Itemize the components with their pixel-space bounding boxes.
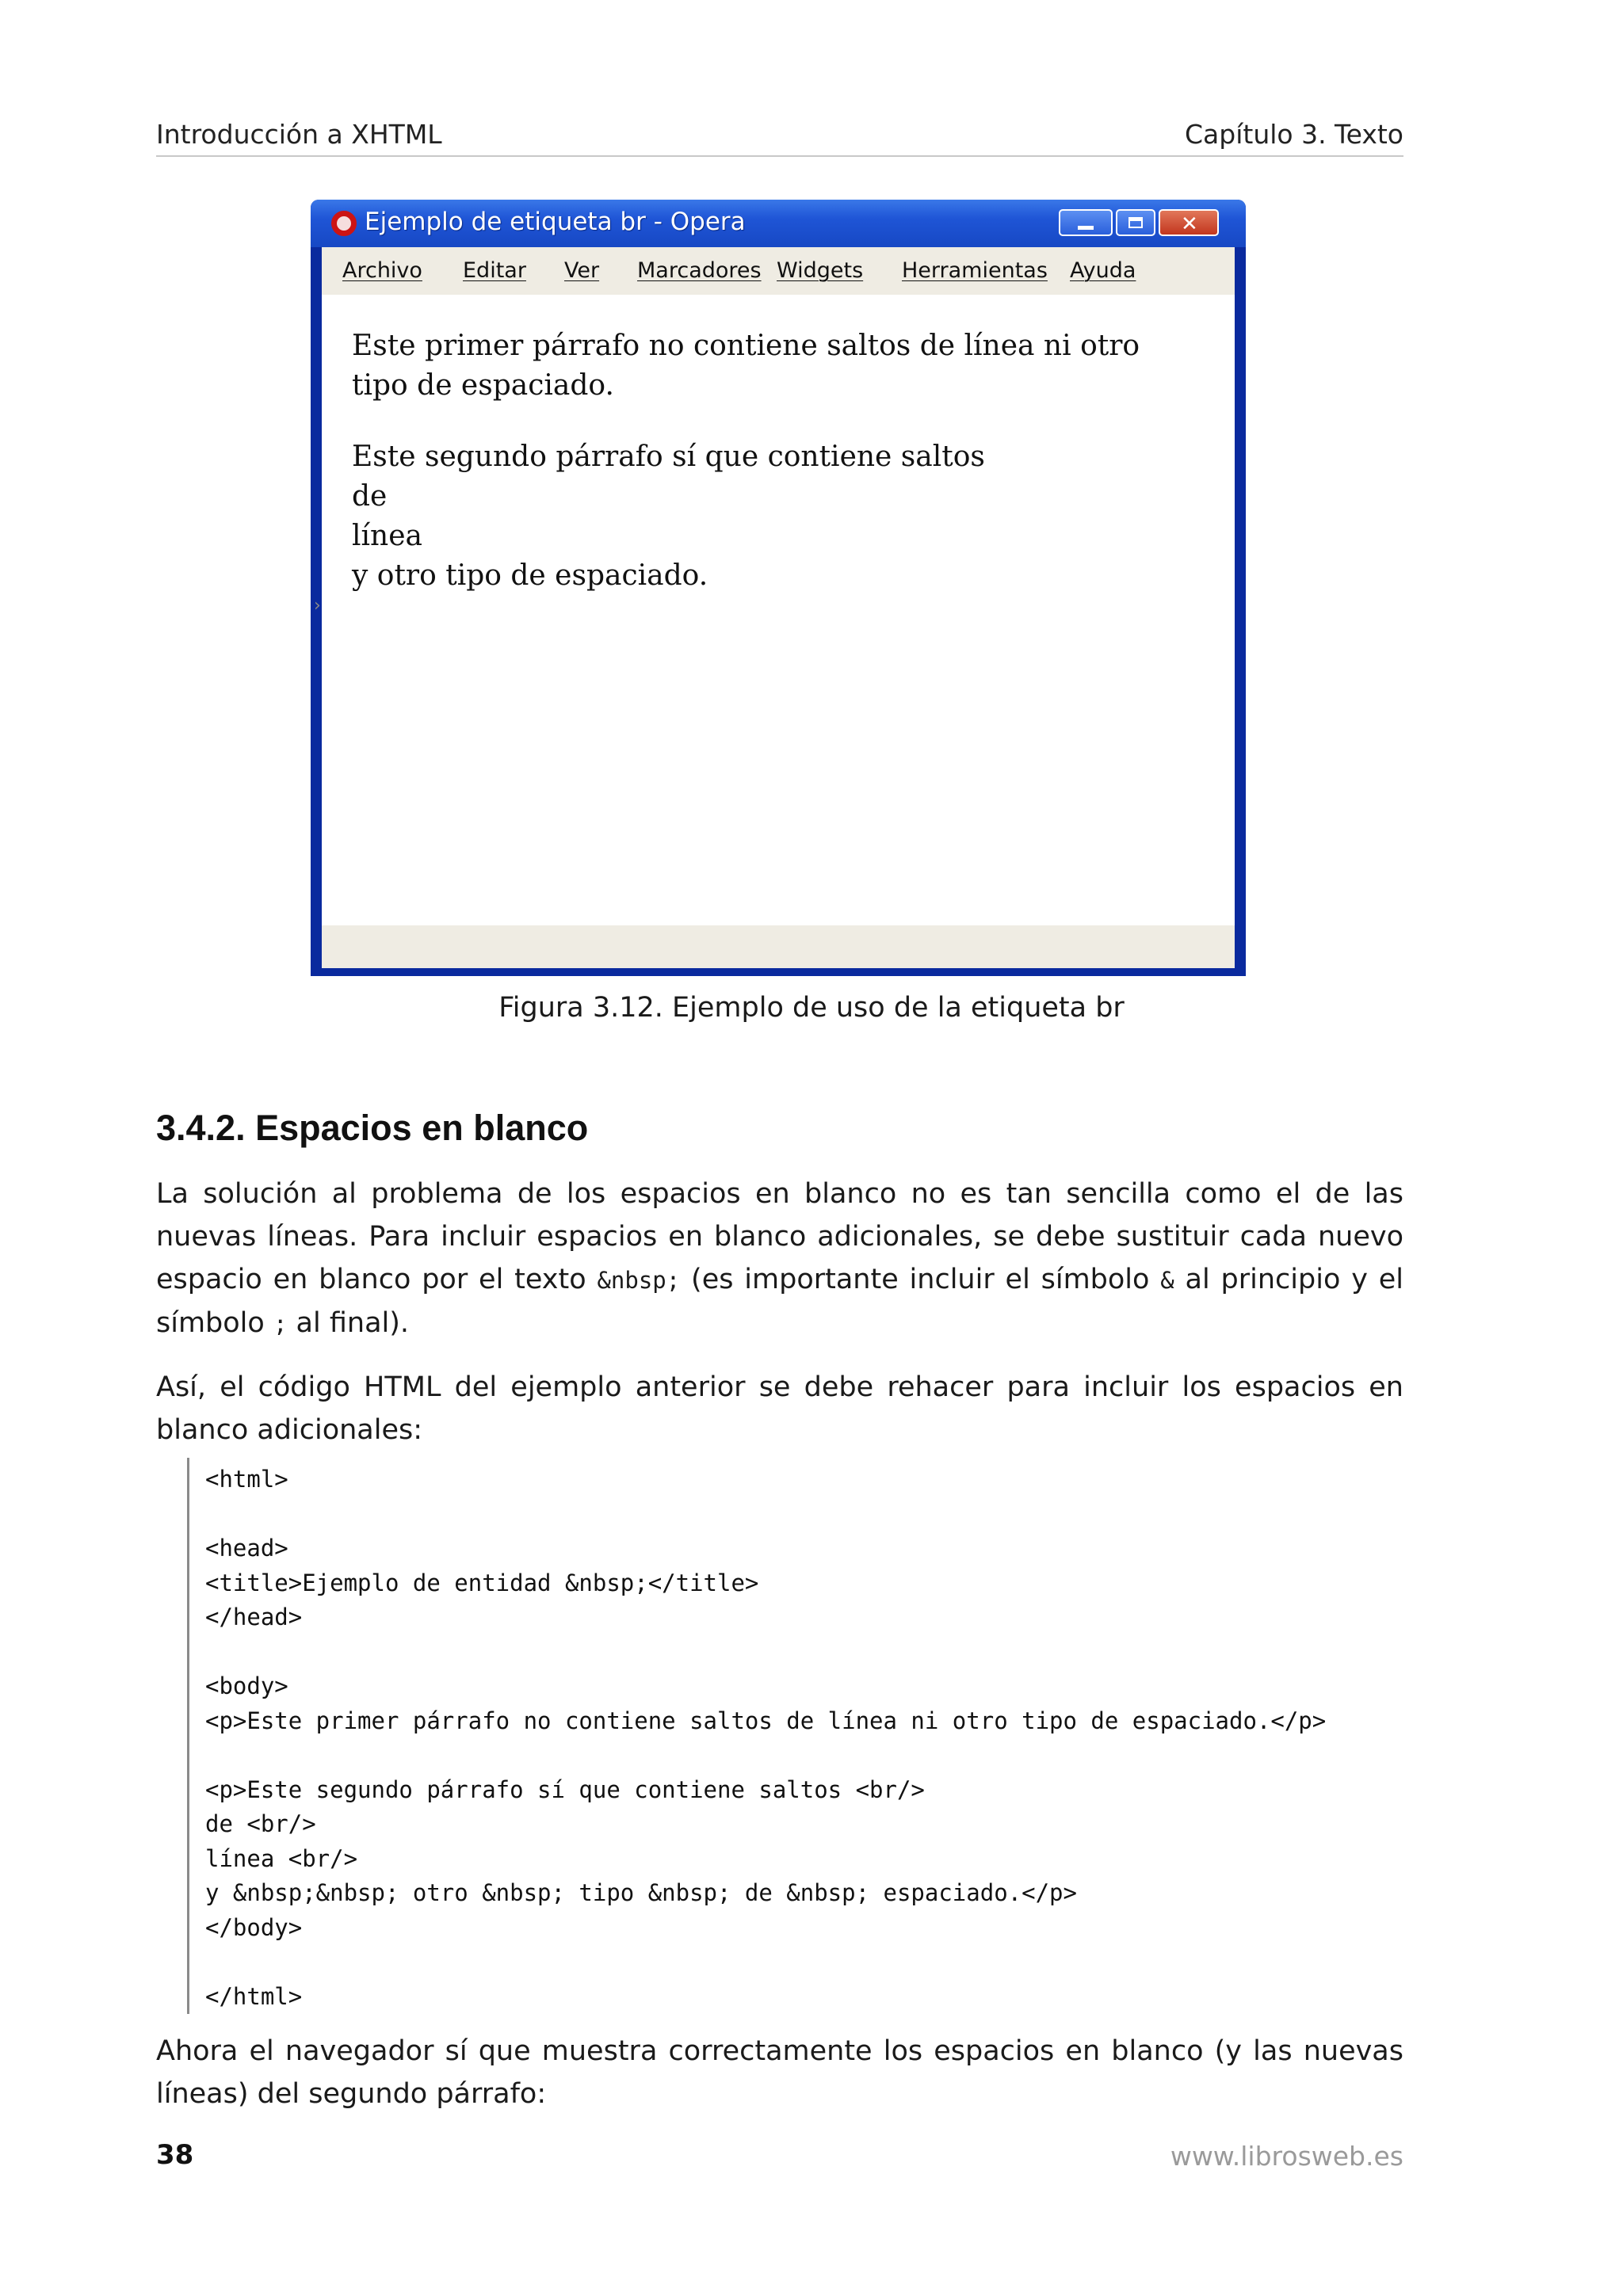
- maximize-button[interactable]: [1116, 209, 1155, 236]
- menu-item-editar[interactable]: Editar: [463, 258, 526, 283]
- code-line: <body>: [205, 1672, 288, 1699]
- rendered-line: línea: [352, 520, 422, 552]
- body-paragraph-1: [156, 1173, 1403, 1345]
- rendered-line: y otro tipo de espaciado.: [352, 559, 708, 592]
- close-icon: ✕: [1181, 212, 1198, 236]
- panel-toggle-arrow-icon[interactable]: ›: [314, 596, 321, 616]
- code-line: y &nbsp;&nbsp; otro &nbsp; tipo &nbsp; de &nbsp; espaciado.</p>: [205, 1879, 1077, 1906]
- code-line: </head>: [205, 1604, 303, 1630]
- close-button[interactable]: [1159, 209, 1219, 236]
- menu-item-marcadores[interactable]: Marcadores: [637, 258, 762, 283]
- browser-content-area: [322, 295, 1235, 925]
- rendered-line: Este segundo párrafo sí que contiene saltos: [352, 441, 985, 473]
- para1-text: al principio y el símbolo: [156, 1264, 1403, 1339]
- inline-code-semicolon: ;: [273, 1310, 288, 1337]
- code-line: </html>: [205, 1983, 303, 2010]
- page-header: [156, 119, 1403, 157]
- site-url: www.librosweb.es: [1170, 2141, 1403, 2172]
- inline-code-nbsp: &nbsp;: [597, 1267, 681, 1294]
- code-block: [187, 1458, 1394, 2014]
- menu-item-ver[interactable]: Ver: [564, 258, 600, 283]
- minimize-icon: [1078, 226, 1094, 230]
- window-statusbar: [322, 925, 1235, 968]
- minimize-button[interactable]: [1059, 209, 1113, 236]
- para1-text: al final).: [287, 1307, 410, 1339]
- inline-code-ampersand: &: [1160, 1267, 1174, 1294]
- opera-logo-icon: [331, 211, 357, 236]
- body-paragraph-3: Ahora el navegador sí que muestra correctamente los espacios en blanco (y las nuevas líneas) del segundo párrafo:: [156, 2035, 1403, 2110]
- rendered-line: de: [352, 480, 388, 513]
- code-line: </body>: [205, 1914, 303, 1941]
- menu-item-herramientas[interactable]: Herramientas: [902, 258, 1048, 283]
- code-line: <p>Este primer párrafo no contiene saltos de línea ni otro tipo de espaciado.</p>: [205, 1707, 1327, 1734]
- window-titlebar: [311, 200, 1246, 247]
- menu-item-widgets[interactable]: Widgets: [777, 258, 864, 283]
- section-title: 3.4.2. Espacios en blanco: [156, 1108, 589, 1148]
- rendered-paragraph-2: [352, 437, 1192, 596]
- window-title: Ejemplo de etiqueta br - Opera: [365, 208, 746, 236]
- code-line: <title>Ejemplo de entidad &nbsp;</title>: [205, 1569, 759, 1596]
- code-line: <head>: [205, 1535, 288, 1562]
- code-line: de <br/>: [205, 1810, 316, 1837]
- menu-item-archivo[interactable]: Archivo: [342, 258, 422, 283]
- code-line: línea <br/>: [205, 1845, 358, 1872]
- para1-text: La solución al problema de los espacios en blanco no es tan sencilla como el de las nuevas líneas. Para incluir espacios en blanco adicionales, se debe sustituir cada nuevo espacio en blanco por el texto: [156, 1178, 1403, 1295]
- menu-item-ayuda[interactable]: Ayuda: [1070, 258, 1136, 283]
- maximize-icon: [1128, 217, 1143, 228]
- header-book-title: Introducción a XHTML: [156, 119, 442, 150]
- code-line: <html>: [205, 1466, 288, 1493]
- menu-bar: [322, 247, 1235, 295]
- para1-text: (es importante incluir el símbolo: [680, 1264, 1161, 1295]
- rendered-paragraph-1: Este primer párrafo no contiene saltos de línea ni otro tipo de espaciado.: [352, 330, 1140, 402]
- code-line: <p>Este segundo párrafo sí que contiene saltos <br/>: [205, 1776, 925, 1803]
- page-number: 38: [156, 2139, 194, 2171]
- header-chapter-title: Capítulo 3. Texto: [1185, 119, 1403, 150]
- rendered-page-content: [352, 326, 1192, 627]
- figure-caption: Figura 3.12. Ejemplo de uso de la etiqueta br: [498, 992, 1125, 1024]
- body-paragraph-2: Así, el código HTML del ejemplo anterior se debe rehacer para incluir los espacios en blanco adicionales:: [156, 1371, 1403, 1446]
- browser-window-screenshot: [311, 200, 1246, 976]
